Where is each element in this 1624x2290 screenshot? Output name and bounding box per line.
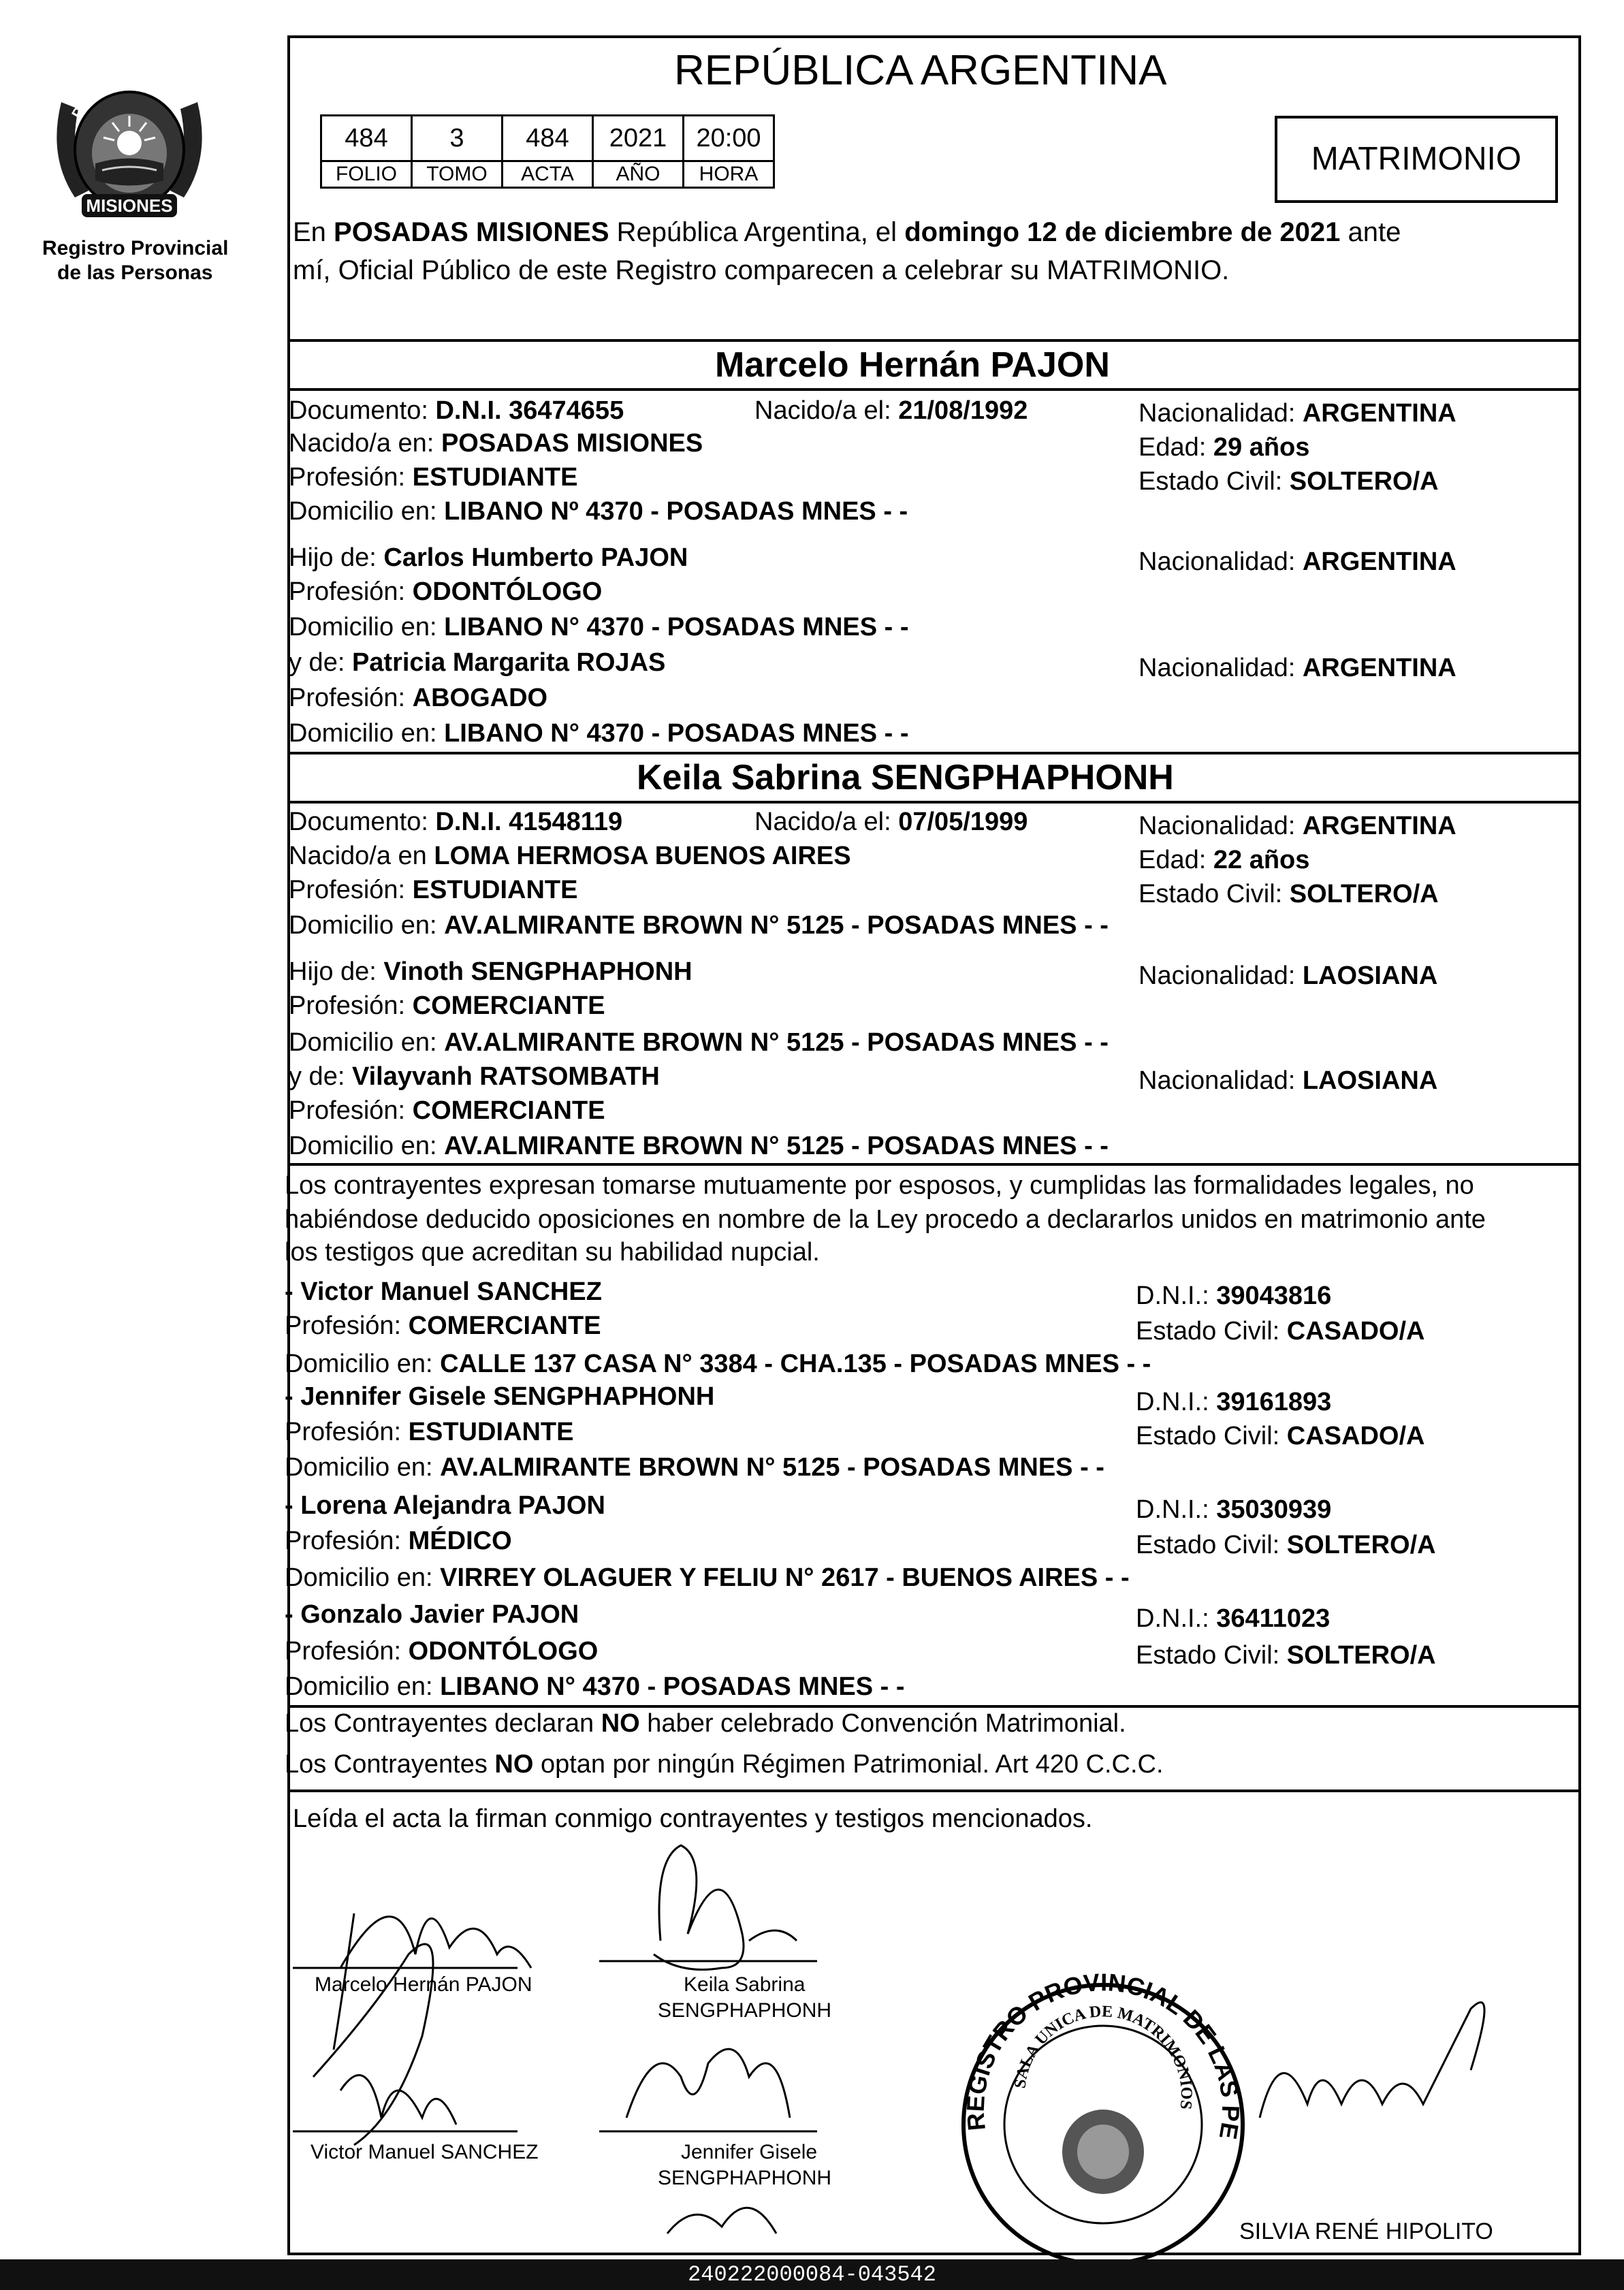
registry-logo xyxy=(48,61,211,232)
divider xyxy=(287,801,1581,804)
intro-date: domingo 12 de diciembre de 2021 xyxy=(904,217,1341,247)
signature-witness2 xyxy=(626,2049,790,2118)
spouse1-name: Marcelo Hernán PAJON xyxy=(715,345,1110,385)
folio-label: FOLIO xyxy=(321,161,412,188)
divider xyxy=(287,339,1581,342)
signature-spouse2 xyxy=(654,1845,744,1970)
spouse1-father-address: Domicilio en: LIBANO N° 4370 - POSADAS MNES - - xyxy=(289,613,909,641)
logo-arc-top: PROVINCIA DE xyxy=(68,74,180,122)
spouse2-born-in: Nacido/a en LOMA HERMOSA BUENOS AIRES xyxy=(289,842,851,870)
svg-text:SALA UNICA DE MATRIMONIOS xyxy=(1011,2003,1195,2110)
sig-name-witness2-l1: Jennifer Gisele xyxy=(681,2141,818,2163)
spouse2-address: Domicilio en: AV.ALMIRANTE BROWN N° 5125 - POSADAS MNES - - xyxy=(289,911,1109,940)
intro-place: POSADAS MISIONES xyxy=(334,217,609,247)
record-type-box: MATRIMONIO xyxy=(1275,116,1558,203)
spouse2-profession: Profesión: ESTUDIANTE xyxy=(289,876,578,904)
divider xyxy=(287,388,1581,391)
declaration-line-1: Los contrayentes expresan tomarse mutuamente por esposos, y cumplidas las formalidades legales, no xyxy=(285,1171,1474,1200)
sig-name-witness2-l2: SENGPHAPHONH xyxy=(658,2167,832,2189)
convention-line-1: Los Contrayentes declaran NO haber celebrado Convención Matrimonial. xyxy=(285,1709,1126,1738)
spouse1-mother: y de: Patricia Margarita ROJAS xyxy=(289,648,666,677)
sig-name-spouse2-l1: Keila Sabrina xyxy=(684,1973,806,1996)
spouse2-doc: Documento: D.N.I. 41548119 xyxy=(289,808,623,836)
spouse2-father-address: Domicilio en: AV.ALMIRANTE BROWN N° 5125 - POSADAS MNES - - xyxy=(289,1028,1109,1057)
signature-witness1 xyxy=(340,2076,456,2125)
declaration-line-2: habiéndose deducido oposiciones en nombre de la Ley procedo a declararlos unidos en matrimonio ante xyxy=(285,1205,1486,1234)
convention-line-2: Los Contrayentes NO optan por ningún Régimen Patrimonial. Art 420 C.C.C. xyxy=(285,1750,1164,1779)
spouse2-nationality: Nacionalidad: ARGENTINA xyxy=(1139,812,1456,840)
sig-name-spouse2-l2: SENGPHAPHONH xyxy=(658,1999,832,2022)
logo-arc-bottom: MISIONES xyxy=(86,195,173,216)
spouse1-doc: Documento: D.N.I. 36474655 xyxy=(289,396,624,425)
spouse1-profession: Profesión: ESTUDIANTE xyxy=(289,463,578,492)
divider xyxy=(287,1163,1581,1166)
declaration-line-3: los testigos que acreditan su habilidad nupcial. xyxy=(285,1238,820,1267)
official-stamp xyxy=(953,1961,1253,2261)
spouse2-mother-address: Domicilio en: AV.ALMIRANTE BROWN N° 5125 - POSADAS MNES - - xyxy=(289,1132,1109,1160)
folio-value: 484 xyxy=(321,116,412,161)
intro-p1: En xyxy=(293,217,334,247)
spouse1-father-nationality: Nacionalidad: ARGENTINA xyxy=(1139,547,1456,576)
spouse2-father: Hijo de: Vinoth SENGPHAPHONH xyxy=(289,957,692,986)
ano-value: 2021 xyxy=(593,116,684,161)
ano-label: AÑO xyxy=(593,161,684,188)
hora-value: 20:00 xyxy=(684,116,774,161)
logo-caption-2: de las Personas xyxy=(57,261,213,284)
spouse2-mother-nationality: Nacionalidad: LAOSIANA xyxy=(1139,1066,1438,1095)
tomo-value: 3 xyxy=(412,116,503,161)
spouse2-name: Keila Sabrina SENGPHAPHONH xyxy=(637,758,1174,797)
divider xyxy=(287,752,1581,754)
stamp-inner-text: SALA UNICA DE MATRIMONIOS xyxy=(1011,2003,1196,2111)
spouse1-mother-profession: Profesión: ABOGADO xyxy=(289,684,548,712)
sig-name-spouse1: Marcelo Hernán PAJON xyxy=(315,1973,532,1996)
closing-text: Leída el acta la firman conmigo contrayentes y testigos mencionados. xyxy=(293,1804,1093,1833)
hora-label: HORA xyxy=(684,161,774,188)
coat-of-arms-icon xyxy=(48,61,211,232)
spouse1-born-on: Nacido/a el: 21/08/1992 xyxy=(754,396,1028,425)
stamp-seal-icon xyxy=(953,1961,1253,2261)
spouse2-born-on: Nacido/a el: 07/05/1999 xyxy=(754,808,1028,836)
spouse2-mother: y de: Vilayvanh RATSOMBATH xyxy=(289,1062,660,1091)
official-name: SILVIA RENÉ HIPOLITO xyxy=(1239,2219,1493,2244)
intro-line-2: mí, Oficial Público de este Registro comparecen a celebrar su MATRIMONIO. xyxy=(293,255,1230,285)
intro-p3: ante xyxy=(1340,217,1401,247)
spouse1-mother-address: Domicilio en: LIBANO N° 4370 - POSADAS MNES - - xyxy=(289,719,909,748)
signature-marks xyxy=(272,1832,1580,2254)
registry-table xyxy=(320,114,775,189)
spouse1-born-in: Nacido/a en: POSADAS MISIONES xyxy=(289,429,703,458)
spouse1-age: Edad: 29 años xyxy=(1139,433,1310,462)
sig-name-witness1: Victor Manuel SANCHEZ xyxy=(311,2141,539,2163)
tomo-label: TOMO xyxy=(412,161,503,188)
spouse1-nationality: Nacionalidad: ARGENTINA xyxy=(1139,399,1456,428)
spouse2-father-profession: Profesión: COMERCIANTE xyxy=(289,991,605,1020)
document-id-bar: 240222000084-043542 xyxy=(0,2259,1624,2290)
spouse1-father-profession: Profesión: ODONTÓLOGO xyxy=(289,577,603,606)
signature-official xyxy=(1260,2003,1484,2118)
page-title: REPÚBLICA ARGENTINA xyxy=(674,47,1167,94)
intro-line-1 xyxy=(293,215,1401,249)
spouse2-mother-profession: Profesión: COMERCIANTE xyxy=(289,1096,605,1125)
spouse1-father: Hijo de: Carlos Humberto PAJON xyxy=(289,543,688,572)
spouse1-mother-nationality: Nacionalidad: ARGENTINA xyxy=(1139,654,1456,682)
stamp-outer-text: REGISTRO PROVINCIAL DE LAS PE xyxy=(961,1968,1245,2142)
spouse2-civil: Estado Civil: SOLTERO/A xyxy=(1139,880,1439,908)
logo-caption-1: Registro Provincial xyxy=(42,237,229,259)
intro-p2: República Argentina, el xyxy=(609,217,905,247)
spouse2-father-nationality: Nacionalidad: LAOSIANA xyxy=(1139,961,1438,990)
divider xyxy=(287,1790,1581,1792)
spouse1-address: Domicilio en: LIBANO Nº 4370 - POSADAS MNES - - xyxy=(289,497,908,526)
acta-value: 484 xyxy=(503,116,593,161)
acta-label: ACTA xyxy=(503,161,593,188)
spouse2-age: Edad: 22 años xyxy=(1139,846,1310,874)
spouse1-civil: Estado Civil: SOLTERO/A xyxy=(1139,467,1439,496)
